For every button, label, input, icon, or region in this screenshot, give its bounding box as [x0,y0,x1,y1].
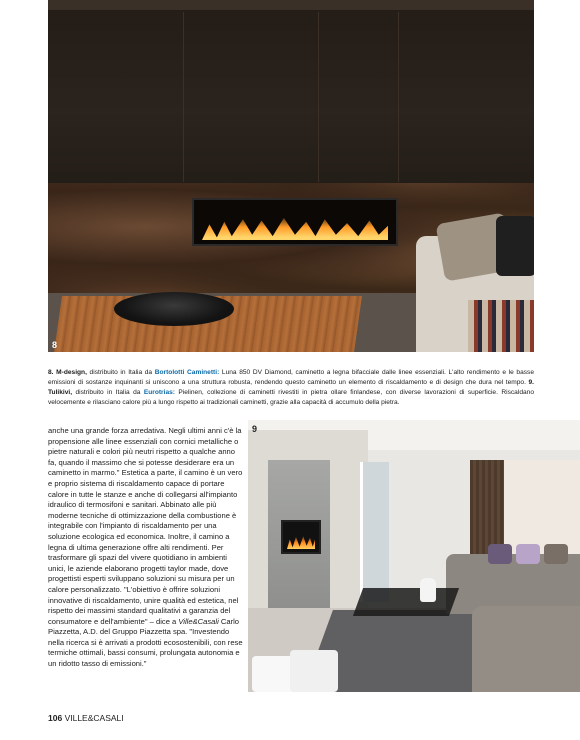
dark-wood-wall [48,0,534,186]
fireplace-opening [192,198,398,246]
stove-window [281,520,321,554]
sofa-front [472,606,580,692]
magazine-name-italic: Ville&Casali [178,616,219,626]
flames [202,214,388,240]
caption-9-text: Pielinen, collezione di caminetti rivestiti in pietra ollare finlandese, con diverse lavorazioni di superficie. Riscaldano velocemente e rilasciano calore più a lungo rispetto ai tradizionali caminetti, grazie alla capacità di accumulo della pietra. [48,389,534,406]
doorway [360,462,389,602]
black-bowl [114,292,234,326]
pillow-dark [496,216,534,276]
stove-flames [287,533,315,549]
caption-8-a: distribuito in Italia da [86,369,155,376]
white-chair [290,650,338,692]
caption-9-a: distribuito in Italia da [72,389,144,396]
caption-8-brand: 8. M-design, [48,369,87,376]
photo-living-room-tulikivi [248,420,580,692]
article-paragraph: anche una grande forza arredativa. Negli ultimi anni c'è la propensione alle linee essenziali con cornici metalliche o pietre naturali e colori più neutri rispetto a qualche anno fa, quando il massimo che si potesse desiderare era un caminetto in marmo." Estetica a parte, il camino è un vero e proprio sistema di riscaldamento capace di portare calore in tutte le stanze e anche di collegarsi all'impianto idraulico di termosifoni e sanitari. Abbinato alle più moderne tecniche di ottimizzazione della combustione è integrabile con l'impianto di riscaldamento per una soluzione ecologica ed economica. Inoltre, il camino a legna di ultima generazione offre alti rendimenti. Per trasformare gli spazi del vivere quotidiano in ambienti unici, le aziende elaborano progetti taylor made, dove progettisti esperti sviluppano soluzioni su misura per un calore personalizzato. "L'obiettivo è offrire soluzioni innovative di riscaldamento, unire qualità ed estetica, nel rispetto dei massimi standard qualitativi a garanzia del consumatore e dell'ambiente" – dice a Ville&Casali Carlo Piazzetta, A.D. del Gruppo Piazzetta spa. "Investendo nella ricerca si è arrivati a prodotti ecosostenibili, con rese termiche ottimali, bassi consumi, prolungata autonomia e un ridotto tasso di emissioni." [48,426,243,669]
photo-number-9: 9 [252,424,258,434]
glass-table [353,588,459,616]
caption-8-distributor: Bortolotti Caminetti: [154,369,220,376]
caption-9-distributor: Eurotrias: [143,389,175,396]
photo-number-8: 8 [52,340,58,350]
striped-blanket [468,300,534,352]
page-number: 106 [48,713,63,723]
photo-caption [48,368,534,408]
photo-fireplace-m-design [48,0,534,352]
caption-8-text: Luna 850 DV Diamond, caminetto a legna bifacciale dalle linee essenziali. L'alto rendimento e le basse emissioni di sostanze inquinanti si uniscono a una struttura robusta, rendendo questo caminetto un elemento di riscaldamento e di design che dura nel tempo. [48,369,535,386]
caption-9-brand: 9. Tulikivi, [48,379,534,396]
vase [420,578,436,602]
magazine-title: VILLE&CASALI [64,713,124,723]
page-footer [48,713,124,723]
article-body [48,426,244,670]
